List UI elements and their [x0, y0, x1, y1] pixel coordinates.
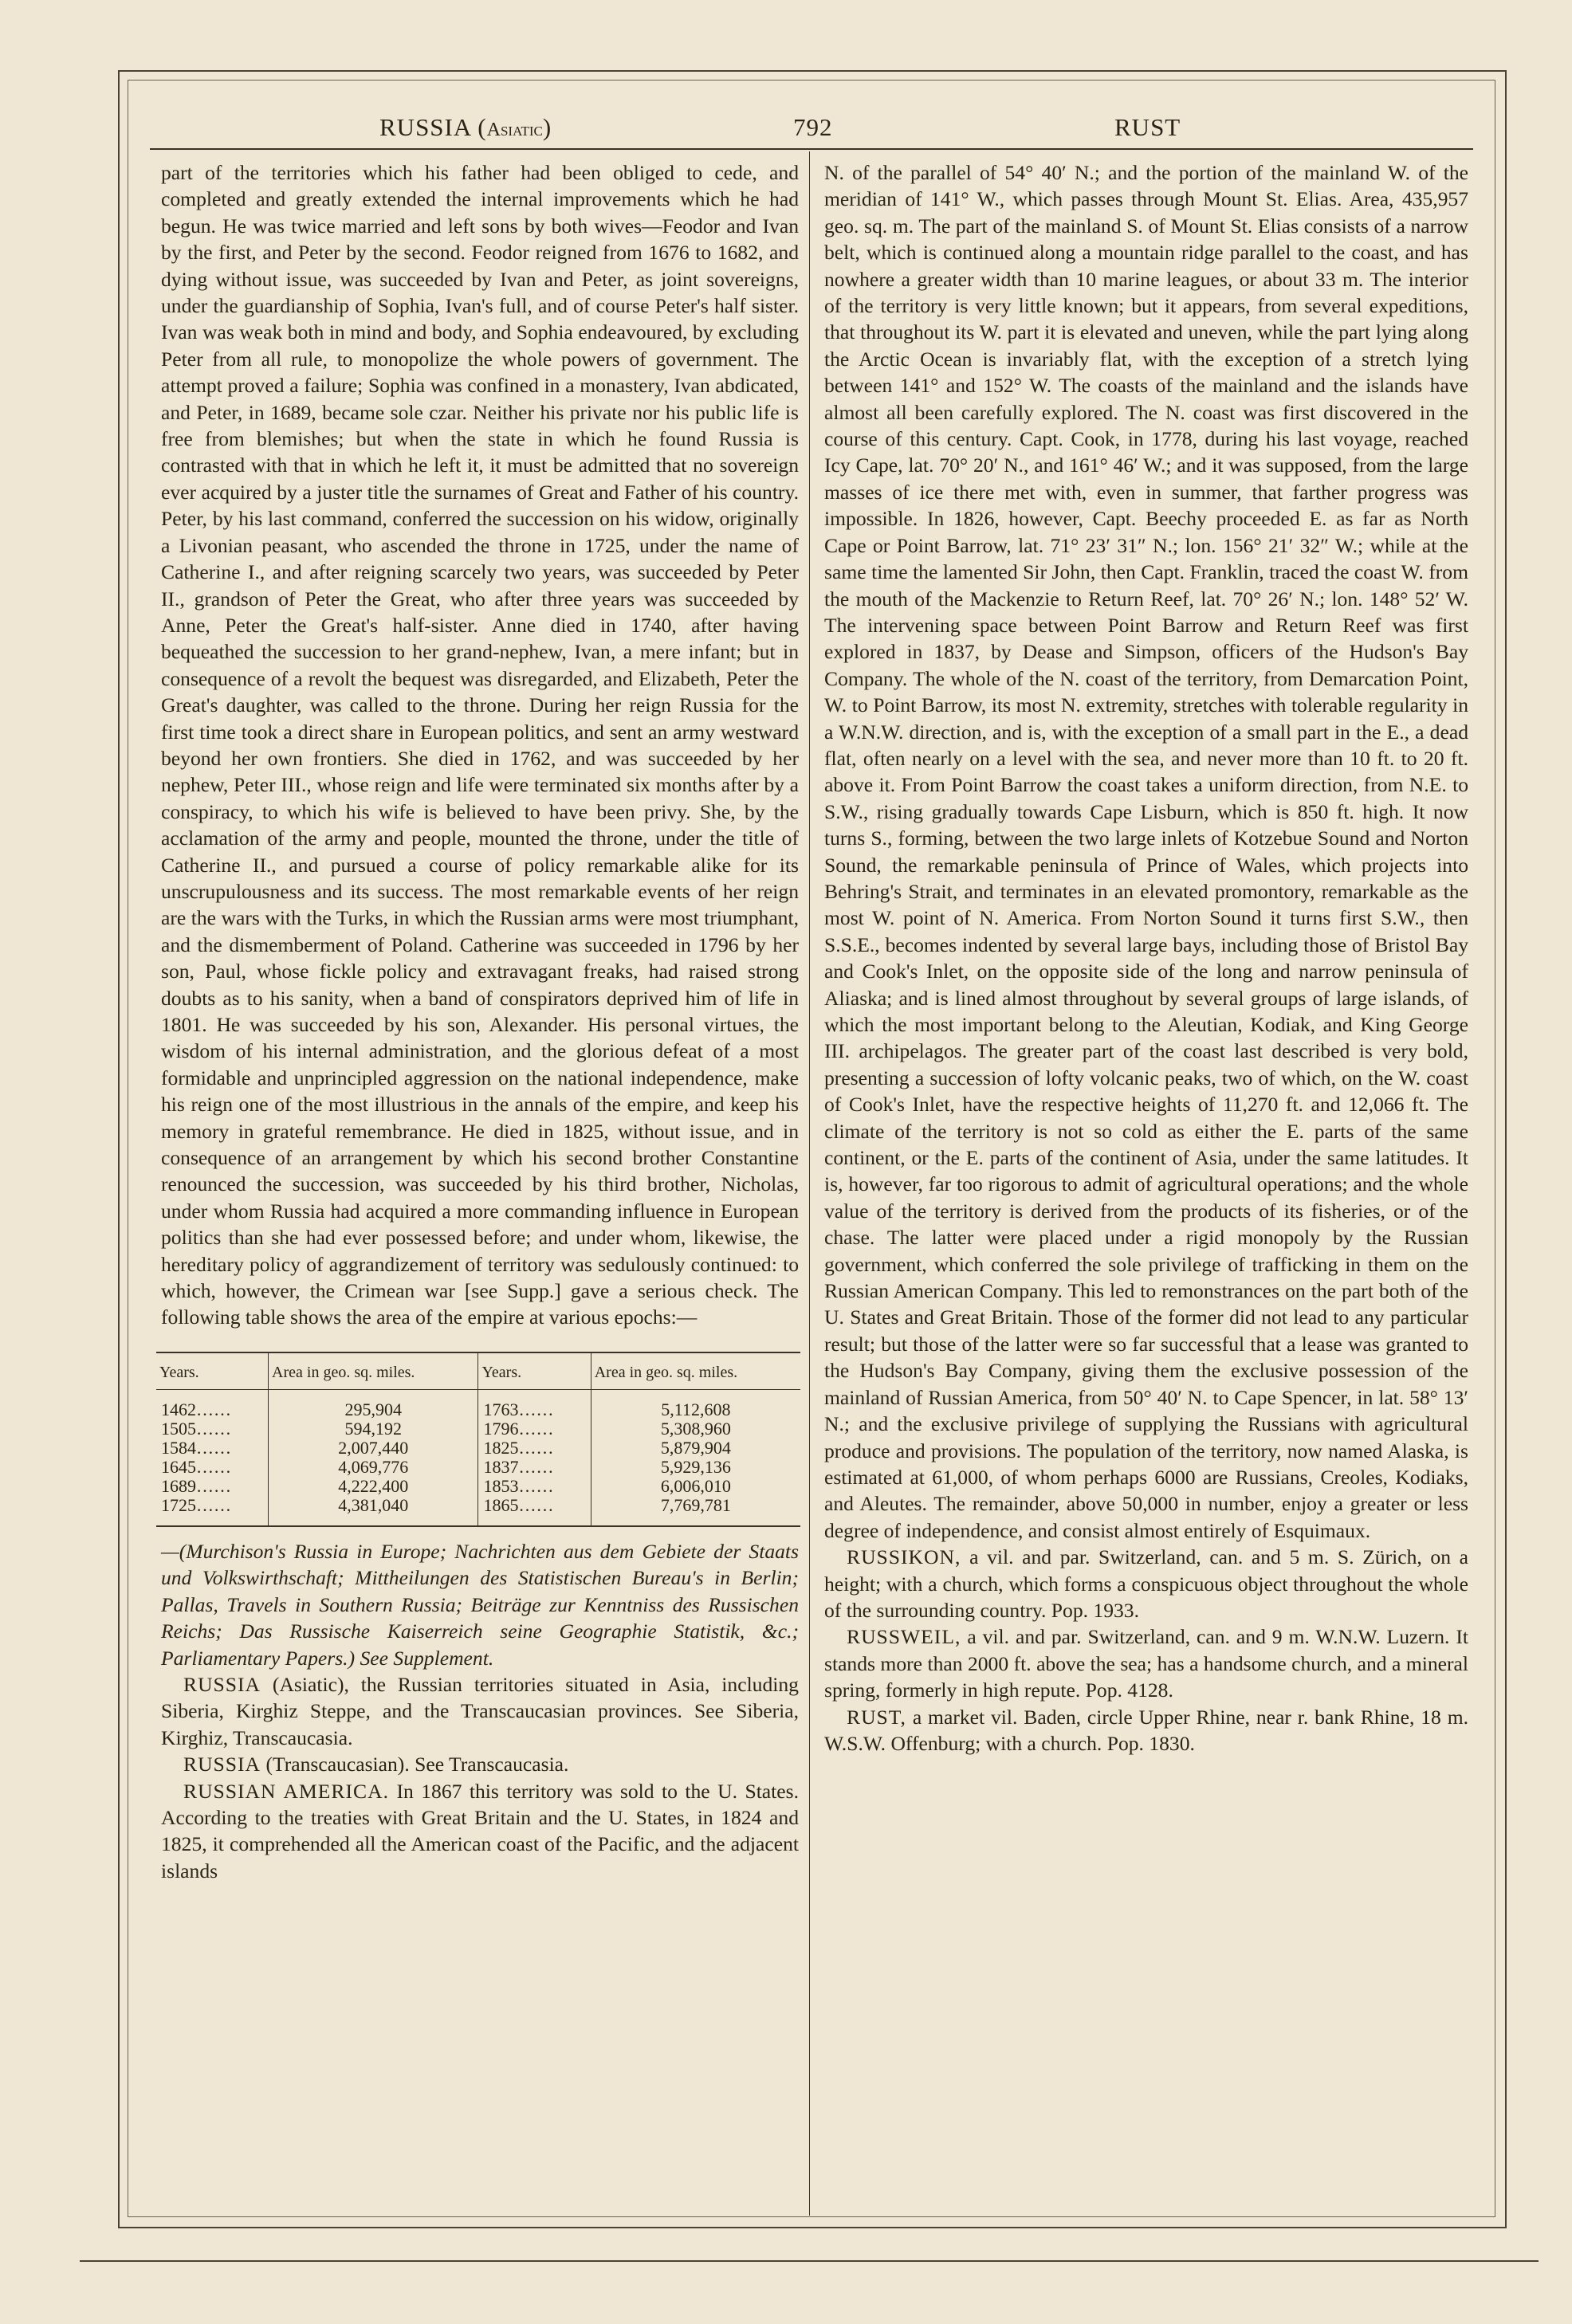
header-rule — [150, 148, 1473, 150]
table-row: 1462…… 295,904 1763…… 5,112,608 — [156, 1389, 800, 1419]
table-row: 1505…… 594,192 1796…… 5,308,960 — [156, 1419, 800, 1439]
table-row: 1645…… 4,069,776 1837…… 5,929,136 — [156, 1458, 800, 1477]
entry-russikon: RUSSIKON, a vil. and par. Switzerland, can. and 5 m. S. Zürich, on a height; with a church, which forms a conspicuous object throughout the whole of the surrounding country. Pop. 1933. — [824, 1545, 1469, 1622]
entry-headword: RUSSWEIL, — [847, 1625, 961, 1649]
table-row: 1689…… 4,222,400 1853…… 6,006,010 — [156, 1477, 800, 1496]
entry-russweil: RUSSWEIL, a vil. and par. Switzerland, can. and 9 m. W.N.W. Luzern. It stands more than 2000 ft. above the sea; has a handsome church, and a mineral spring, formerly in high repute. Pop. 4128. — [824, 1625, 1468, 1702]
entry-rust: RUST, a market vil. Baden, circle Upper Rhine, near r. bank Rhine, 18 m. W.S.W. Offenburg; with a church. Pop. 1830. — [824, 1705, 1468, 1755]
bottom-rule — [80, 2260, 1539, 2262]
area-table — [156, 1352, 800, 1527]
entry-russia-asiatic: RUSSIA (Asiatic), the Russian territories situated in Asia, including Siberia, Kirghiz Steppe, and the Transcaucasian provinces. See Siberia, Kirghiz, Transcaucasia. — [161, 1672, 799, 1749]
russia-history-text: part of the territories which his father had been obliged to cede, and completed and greatly extended the internal improvements which he had begun. He was twice married and left sons by both wives—Feodor and Ivan by the first, and Peter by the second. Feodor reigned from 1676 to 1682, and dying without issue, was succeeded by Ivan and Peter, as joint sovereigns, under the guardianship of Sophia, Ivan's full, and of course Peter's half sister. Ivan was weak both in mind and body, and Sophia endeavoured, by excluding Peter from all rule, to monopolize the whole powers of government. The attempt proved a failure; Sophia was confined in a monastery, Ivan abdicated, and Peter, in 1689, became sole czar. Neither his private nor his public life is free from blemishes; but when the state in which he found Russia is contrasted with that in which he left it, it must be admitted that no sovereign ever acquired by a juster title the surnames of Great and Father of his country. Peter, by his last command, conferred the succession on his widow, originally a Livonian peasant, who ascended the throne in 1725, under the name of Catherine I., and after reigning scarcely two years, was succeeded by Peter II., grandson of Peter the Great, who after three years was succeeded by Anne, Peter the Great's half-sister. Anne died in 1740, after having bequeathed the succession to her grand-nephew, Ivan, a mere infant; but in consequence of a revolt the bequest was disregarded, and Elizabeth, Peter the Great's daughter, was called to the throne. During her reign Russia for the first time took a direct share in European politics, and sent an army westward beyond her own frontiers. She died in 1762, and was succeeded by her nephew, Peter III., whose reign and life were terminated six months after by a conspiracy, to which his wife is believed to have been privy. She, by the acclamation of the army and people, mounted the throne, under the title of Catherine II., and pursued a course of policy remarkable alike for its unscrupulousness and its success. The most remarkable events of her reign are the wars with the Turks, in which the Russian arms were most triumphant, and the dismemberment of Poland. Catherine was succeeded in 1796 by her son, Paul, whose fickle policy and extravagant freaks, had raised strong doubts as to his sanity, when a band of conspirators deprived him of life in 1801. He was succeeded by his son, Alexander. His personal virtues, the wisdom of his internal administration, and the glorious defeat of a most formidable and unprincipled aggression on the national independence, make his reign one of the most illustrious in the annals of the empire, and keep his memory in grateful remembrance. He died in 1825, without issue, and in consequence of an arrangement by which his second brother Constantine renounced the succession, was succeeded by his third brother, Nicholas, under whom Russia had acquired a more commanding influence in European politics than she had ever possessed before; and under whom, likewise, the hereditary policy of aggrandizement of territory was sedulously continued: to which, however, the Crimean war [see Supp.] gave a serious check. The following table shows the area of the empire at various epochs:— — [161, 161, 799, 1329]
col-years-2: Years. — [478, 1352, 591, 1390]
running-head-left: RUSSIA (Asiatic) — [379, 113, 552, 141]
col-years-1: Years. — [156, 1352, 269, 1390]
column-divider — [809, 151, 810, 2216]
running-head-right: RUST — [1114, 113, 1181, 141]
entry-headword: RUSSIAN AMERICA. — [183, 1779, 389, 1803]
entry-headword: RUSSIKON, — [847, 1545, 961, 1569]
references-text: —(Murchison's Russia in Europe; Nachrichten aus dem Gebiete der Staats und Volkswirthschaft; Mittheilungen des Statistischen Bureau's in Berlin; Pallas, Travels in Southern Russia; Beiträge zur Kenntniss des Russischen Reichs; Das Russische Kaiserreich seine Geographie Statistik, &c.; Parliamentary Papers.) See Supplement. — [161, 1539, 799, 1670]
entry-headword: RUST, — [847, 1705, 906, 1729]
table-row: 1725…… 4,381,040 1865…… 7,769,781 — [156, 1496, 800, 1526]
right-column — [824, 159, 1468, 1757]
entry-russian-america: RUSSIAN AMERICA. In 1867 this territory was sold to the U. States. According to the treaties with Great Britain and the U. States, in 1824 and 1825, it comprehended all the American coast of the Pacific, and the adjacent islands — [161, 1779, 799, 1882]
page-number: 792 — [793, 113, 833, 141]
entry-russia-transcaucasian: RUSSIA (Transcaucasian). See Transcaucasia. — [183, 1753, 569, 1776]
entry-headword: RUSSIA — [183, 1753, 261, 1776]
left-column — [161, 159, 799, 1884]
col-area-1: Area in geo. sq. miles. — [269, 1352, 478, 1390]
col-area-2: Area in geo. sq. miles. — [591, 1352, 800, 1390]
table-row: 1584…… 2,007,440 1825…… 5,879,904 — [156, 1439, 800, 1458]
russian-america-continued-text: N. of the parallel of 54° 40′ N.; and the portion of the mainland W. of the meridian of 141° W., which passes through Mount St. Elias. Area, 435,957 geo. sq. m. The part of the mainland S. of Mount St. Elias consists of a narrow belt, which is continued along a mountain ridge parallel to the coast, and has nowhere a greater width than 10 marine leagues, or about 33 m. The interior of the territory is very little known; but it appears, from several expeditions, that throughout its W. part it is elevated and uneven, while the part lying along the Arctic Ocean is invariably flat, with the exception of a stretch lying between 141° and 152° W. The coasts of the mainland and the islands have almost all been carefully explored. The N. coast was first discovered in the course of this century. Capt. Cook, in 1778, during his last voyage, reached Icy Cape, lat. 70° 20′ N., and 161° 46′ W.; and it was supposed, from the large masses of ice there met with, even in summer, that farther progress was impossible. In 1826, however, Capt. Beechy proceeded E. as far as North Cape or Point Barrow, lat. 71° 23′ 31″ N.; lon. 156° 21′ 32″ W.; while at the same time the lamented Sir John, then Capt. Franklin, traced the coast W. from the mouth of the Mackenzie to Return Reef, lat. 70° 26′ N.; lon. 148° 52′ W. The intervening space between Point Barrow and Return Reef was first explored in 1837, by Dease and Simpson, officers of the Hudson's Bay Company. The whole of the N. coast of the territory, from Demarcation Point, W. to Point Barrow, its most N. extremity, stretches with tolerable regularity in a W.N.W. direction, and is, with the exception of a small part in the E., a dead flat, often nearly on a level with the sea, and never more than 10 ft. to 20 ft. above it. From Point Barrow the coast takes a uniform direction, from N.E. to S.W., rising gradually towards Cape Lisburn, which is 850 ft. high. It now turns S., forming, between the two large inlets of Kotzebue Sound and Norton Sound, the remarkable peninsula of Prince of Wales, which projects into Behring's Strait, and terminates in an elevated promontory, remarkable as the most W. point of N. America. From Norton Sound it turns first S.W., then S.S.E., becomes indented by several large bays, including those of Bristol Bay and Cook's Inlet, on the opposite side of the long and narrow peninsula of Aliaska; and is lined almost throughout by several groups of large islands, of which the most important belong to the Aleutian, Kodiak, and King George III. archipelagos. The greater part of the coast last described is very bold, presenting a succession of lofty volcanic peaks, two of which, on the W. coast of Cook's Inlet, have the respective heights of 11,270 ft. and 12,066 ft. The climate of the territory is not so cold as either the E. parts of the same continent, or the E. parts of the continent of Asia, under the same latitudes. It is, however, far too rigorous to admit of agricultural operations; and the whole value of the territory is derived from the products of its fisheries, or of the chase. The latter were placed under a rigid monopoly by the Russian government, which conferred the sole privilege of trafficking in them on the Russian American Company. This led to remonstrances on the part both of the U. States and Great Britain. Those of the former did not lead to any particular result; but those of the latter were so far successful that a lease was granted to the Hudson's Bay Company, giving them the exclusive possession of the mainland of Russian America, from 50° 40′ N. to Cape Spencer, in lat. 58° 13′ N.; and the exclusive privilege of supplying the Russians with agricultural produce and provisions. The population of the territory, now named Alaska, is estimated at 61,000, of whom perhaps 6000 are Russians, Creoles, Kodiaks, and Aleutes. The remainder, above 50,000 in number, enjoy a greater or less degree of independence, and consist almost entirely of Esquimaux. — [824, 161, 1468, 1542]
entry-headword: RUSSIA — [183, 1672, 261, 1696]
